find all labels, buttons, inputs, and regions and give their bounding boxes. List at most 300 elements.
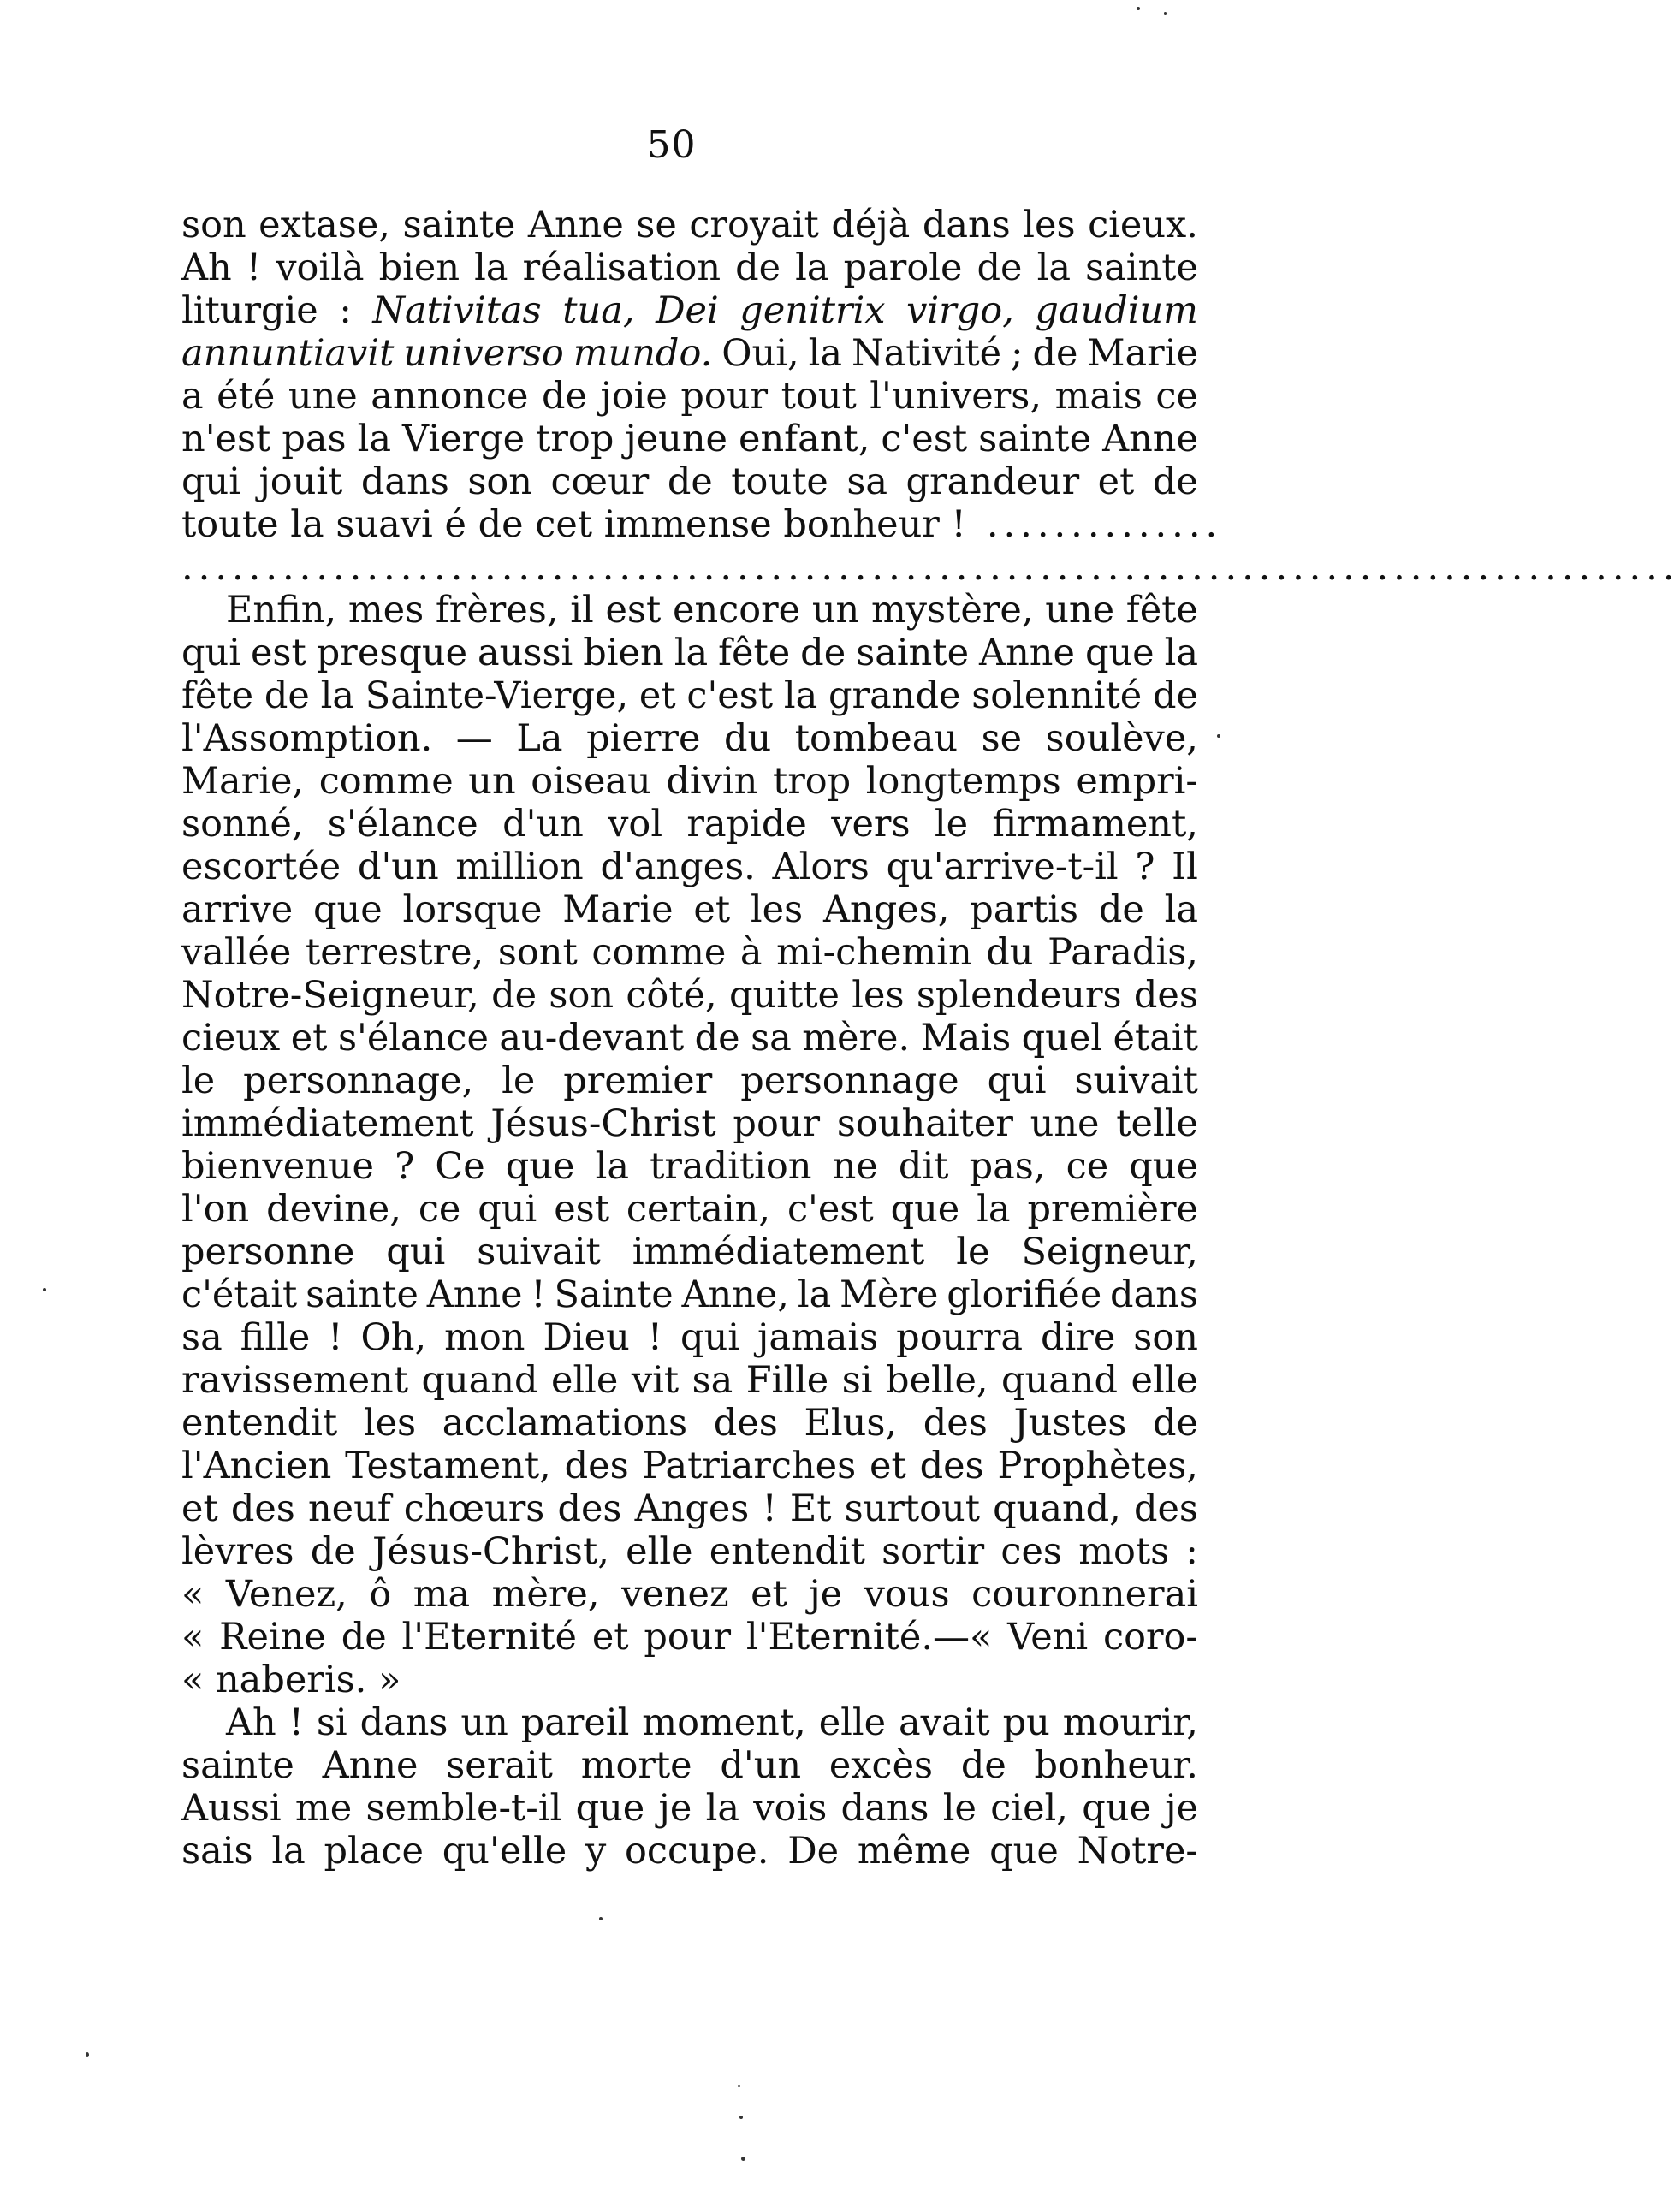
word: !: [246, 246, 262, 289]
word: s'élance: [337, 1017, 489, 1059]
word: bien: [378, 246, 460, 289]
word: des: [1133, 1487, 1198, 1530]
word: joie: [600, 375, 668, 418]
word: sais: [181, 1830, 253, 1872]
word: les: [852, 974, 905, 1017]
word: entendit: [709, 1530, 865, 1573]
word: un: [468, 760, 516, 803]
word: l'Eternité.—«: [745, 1616, 993, 1659]
word: occupe.: [625, 1830, 769, 1872]
word: Enfin,: [226, 589, 337, 632]
word: sa: [692, 1359, 733, 1402]
word: parole: [843, 246, 963, 289]
word: et: [591, 1616, 629, 1659]
word: vous: [864, 1573, 950, 1616]
word: mère.: [802, 1017, 911, 1059]
word: je: [1165, 1787, 1198, 1830]
word: lorsque: [402, 888, 543, 931]
word: chœurs: [403, 1487, 545, 1530]
word: é: [444, 503, 466, 546]
word: soulève,: [1045, 717, 1198, 760]
word: couronnerai: [971, 1573, 1198, 1616]
word: la: [271, 1830, 306, 1872]
word: du: [986, 931, 1034, 974]
word: dit: [898, 1145, 949, 1188]
word: il: [570, 589, 594, 632]
word: pourra: [896, 1316, 1024, 1359]
word: neuf: [307, 1487, 391, 1530]
word: des: [230, 1487, 295, 1530]
word: pour: [733, 1102, 821, 1145]
word: ;: [1011, 332, 1024, 375]
text-line: [181, 1830, 1198, 1872]
text-line: [181, 1359, 1198, 1402]
word: ce: [1066, 1145, 1109, 1188]
text-line: [181, 332, 1198, 375]
word: de: [264, 674, 310, 717]
word: de: [1152, 460, 1198, 503]
word: acclamations: [442, 1402, 688, 1445]
word: extase,: [258, 204, 390, 246]
word: presque: [316, 632, 468, 674]
word: je: [809, 1573, 843, 1616]
word: vallée: [181, 931, 292, 974]
word: l'univers,: [870, 375, 1042, 418]
word: comme: [591, 931, 727, 974]
text-line: [181, 1787, 1198, 1830]
word: :: [1185, 1530, 1198, 1573]
word: et: [290, 1017, 328, 1059]
word: pour: [644, 1616, 732, 1659]
word: de: [1152, 674, 1198, 717]
word: terrestre,: [305, 931, 484, 974]
text-line: [181, 674, 1198, 717]
word: qui: [478, 1188, 537, 1231]
word: la: [783, 674, 818, 717]
word: pu: [1002, 1701, 1050, 1744]
word: la: [595, 1145, 629, 1188]
word: solennité: [971, 674, 1143, 717]
word: qui: [987, 1059, 1047, 1102]
word: telle: [1116, 1102, 1198, 1145]
body-text: [181, 204, 1680, 1872]
word: ravissement: [181, 1359, 409, 1402]
word: aussi: [478, 632, 573, 674]
word: Marie: [1087, 332, 1198, 375]
word: Fille: [745, 1359, 829, 1402]
word: Veni: [1007, 1616, 1089, 1659]
word: à: [739, 931, 763, 974]
word: Patriarches: [642, 1445, 857, 1487]
word: sainte: [856, 632, 970, 674]
word: Justes: [1013, 1402, 1127, 1445]
word: «: [181, 1573, 205, 1616]
word: Anges,: [822, 888, 950, 931]
word: —: [455, 717, 493, 760]
word: qui: [181, 632, 240, 674]
word: dans: [840, 1787, 929, 1830]
word: de: [310, 1530, 356, 1573]
text-line: [181, 1445, 1198, 1487]
word: est: [250, 632, 306, 674]
word: Anne: [322, 1744, 419, 1787]
word: De: [787, 1830, 840, 1872]
text-line: [181, 1701, 1198, 1744]
text-line: [181, 1231, 1198, 1273]
print-speck: [741, 2157, 745, 2161]
word: les: [363, 1402, 417, 1445]
text-line: [181, 974, 1198, 1017]
text-line: [181, 931, 1198, 974]
word: !: [288, 1701, 304, 1744]
word: jamais: [757, 1316, 879, 1359]
word: ne: [832, 1145, 878, 1188]
word: Jésus-Christ: [490, 1102, 716, 1145]
word: Nativitas: [372, 289, 542, 332]
word: croyait: [689, 204, 819, 246]
word: de: [1032, 332, 1078, 375]
word: des: [564, 1445, 629, 1487]
word: une: [1045, 589, 1115, 632]
word: ce: [418, 1188, 461, 1231]
text-line: [181, 503, 1223, 546]
word: l'Ancien: [181, 1445, 332, 1487]
word: et: [181, 1487, 218, 1530]
word: dans: [1110, 1273, 1198, 1316]
word: mais: [1054, 375, 1143, 418]
word: que: [1129, 1145, 1198, 1188]
word: Anne: [979, 632, 1075, 674]
word: Oui,: [721, 332, 799, 375]
word: la: [674, 632, 709, 674]
word: immédiatement: [632, 1231, 925, 1273]
word: des: [1133, 974, 1198, 1017]
word: Vierge: [402, 418, 525, 460]
word: les: [1023, 204, 1076, 246]
word: Mais: [920, 1017, 1012, 1059]
word: tout: [781, 375, 857, 418]
word: son: [1133, 1316, 1198, 1359]
word: des: [713, 1402, 778, 1445]
word: même: [857, 1830, 971, 1872]
word: Sainte-Vierge,: [365, 674, 629, 717]
text-line: [181, 1316, 1198, 1359]
word: Testament,: [345, 1445, 551, 1487]
word: !: [328, 1316, 343, 1359]
text-line: [181, 204, 1198, 246]
word: premier: [563, 1059, 713, 1102]
text-line: [181, 632, 1198, 674]
word: je: [658, 1787, 692, 1830]
word: sainte: [181, 1744, 294, 1787]
word: si: [316, 1701, 347, 1744]
word: la: [290, 503, 324, 546]
word: des: [919, 1445, 984, 1487]
text-line: [181, 1616, 1198, 1659]
text-line: [181, 846, 1198, 888]
word: Et: [789, 1487, 832, 1530]
word: tombeau: [794, 717, 959, 760]
word: Anne,: [681, 1273, 790, 1316]
word: au-devant: [499, 1017, 685, 1059]
word: glorifiée: [947, 1273, 1102, 1316]
word: de: [491, 974, 537, 1017]
word: mots: [1078, 1530, 1170, 1573]
word: rapide: [686, 803, 807, 846]
text-line: [181, 1573, 1198, 1616]
word: virgo,: [906, 289, 1014, 332]
print-speck: [86, 2052, 89, 2057]
word: belle,: [885, 1359, 988, 1402]
word: trop: [536, 418, 614, 460]
word: Notre-: [1077, 1830, 1198, 1872]
word: suivait: [1074, 1059, 1198, 1102]
word: toute: [731, 460, 828, 503]
word: Ce: [435, 1145, 485, 1188]
word: un: [460, 1701, 508, 1744]
word: de: [694, 1017, 740, 1059]
word: qui: [386, 1231, 446, 1273]
word: pas: [282, 418, 347, 460]
word: Anne: [1102, 418, 1198, 460]
word: empri-: [1076, 760, 1198, 803]
word: !: [762, 1487, 777, 1530]
leader-dots: ..............: [986, 503, 1223, 546]
word: Il: [1172, 846, 1198, 888]
word: dans: [360, 460, 449, 503]
word: :: [339, 289, 352, 332]
word: devine,: [266, 1188, 401, 1231]
word: de: [1098, 888, 1144, 931]
word: d'un: [357, 846, 439, 888]
word: Mère: [839, 1273, 939, 1316]
word: son: [467, 460, 532, 503]
word: que: [989, 1830, 1059, 1872]
print-speck: [1217, 734, 1220, 738]
word: mystère,: [870, 589, 1034, 632]
word: dans: [359, 1701, 448, 1744]
word: quand,: [993, 1487, 1121, 1530]
word: bien: [583, 632, 664, 674]
print-speck: [1137, 7, 1140, 10]
word: d'un: [720, 1744, 802, 1787]
word: le: [181, 1059, 216, 1102]
word: c'est: [787, 1188, 874, 1231]
word: annuntiavit: [181, 332, 395, 375]
word: bonheur: [783, 503, 940, 546]
word: bonheur.: [1034, 1744, 1198, 1787]
word: Aussi: [181, 1787, 282, 1830]
word: encore: [673, 589, 801, 632]
word: me: [294, 1787, 353, 1830]
word: se: [981, 717, 1023, 760]
text-line: [181, 717, 1198, 760]
word: que: [313, 888, 383, 931]
word: Dieu: [543, 1316, 630, 1359]
word: quand: [1001, 1359, 1119, 1402]
word: longtemps: [865, 760, 1061, 803]
word: bienvenue: [181, 1145, 374, 1188]
word: Reine: [219, 1616, 326, 1659]
word: excès: [828, 1744, 934, 1787]
text-line: [181, 1402, 1198, 1445]
word: mundo.: [573, 332, 713, 375]
word: La: [516, 717, 563, 760]
word: cieux.: [1088, 204, 1198, 246]
word: universo: [403, 332, 564, 375]
word: elle: [818, 1701, 887, 1744]
word: grandeur: [905, 460, 1080, 503]
word: moment,: [642, 1701, 806, 1744]
word: sa: [181, 1316, 223, 1359]
word: personne: [181, 1231, 355, 1273]
word: ces: [1000, 1530, 1062, 1573]
word: vol: [608, 803, 663, 846]
word: son: [181, 204, 246, 246]
word: semble-t-il: [365, 1787, 562, 1830]
word: de: [1152, 1402, 1198, 1445]
word: souhaiter: [836, 1102, 1013, 1145]
word: genitrix: [739, 289, 886, 332]
word: et: [1097, 460, 1135, 503]
word: splendeurs: [916, 974, 1122, 1017]
word: mourir,: [1062, 1701, 1198, 1744]
word: Marie: [562, 888, 674, 931]
word: Anne: [426, 1273, 523, 1316]
text-line: [181, 1017, 1198, 1059]
word: que: [575, 1787, 645, 1830]
word: jeune: [625, 418, 727, 460]
word: voilà: [276, 246, 365, 289]
word: Dei: [656, 289, 719, 332]
word: Ah: [226, 1701, 276, 1744]
text-line: [181, 375, 1198, 418]
word: annonce: [371, 375, 529, 418]
word: une: [1030, 1102, 1100, 1145]
word: Venez,: [225, 1573, 347, 1616]
word: la: [797, 1273, 832, 1316]
word: sa: [846, 460, 888, 503]
word: vers: [831, 803, 911, 846]
word: grande: [828, 674, 961, 717]
word: Notre-Seigneur,: [181, 974, 479, 1017]
word: de: [735, 246, 781, 289]
word: firmament,: [992, 803, 1198, 846]
word: que: [890, 1188, 960, 1231]
print-speck: [599, 1917, 603, 1920]
text-line: [181, 589, 1198, 632]
word: n'est: [181, 418, 271, 460]
word: et: [751, 1573, 787, 1616]
word: pas,: [969, 1145, 1046, 1188]
word: cieux: [181, 1017, 281, 1059]
word: l'on: [181, 1188, 250, 1231]
text-line: [181, 1145, 1198, 1188]
word: sainte: [1085, 246, 1198, 289]
word: entendit: [181, 1402, 338, 1445]
word: elle: [626, 1530, 693, 1573]
word: fête: [181, 674, 254, 717]
text-line: [181, 1273, 1198, 1316]
word: de: [478, 503, 524, 546]
word: la: [795, 246, 829, 289]
text-line: [181, 289, 1198, 332]
word: serait: [446, 1744, 553, 1787]
word: d'un: [502, 803, 584, 846]
word: de: [800, 632, 846, 674]
word: !: [951, 503, 966, 546]
word: déjà: [831, 204, 911, 246]
word: le: [502, 1059, 536, 1102]
word: «: [181, 1616, 205, 1659]
word: première: [1027, 1188, 1198, 1231]
word: fête: [1125, 589, 1198, 632]
word: frères,: [435, 589, 559, 632]
word: million: [455, 846, 584, 888]
word: Jésus-Christ,: [371, 1530, 609, 1573]
word: qui: [680, 1316, 740, 1359]
word: suavi: [335, 503, 433, 546]
word: a: [181, 375, 204, 418]
word: arrive: [181, 888, 294, 931]
word: et: [638, 674, 676, 717]
word: la: [808, 332, 842, 375]
text-line: .........................................................................................: [181, 546, 1680, 589]
word: cœur: [550, 460, 650, 503]
word: Anges: [634, 1487, 750, 1530]
word: elle: [550, 1359, 619, 1402]
word: d'anges.: [600, 846, 756, 888]
text-line: [181, 803, 1198, 846]
text-line: [181, 888, 1198, 931]
word: enfant,: [739, 418, 870, 460]
word: la: [1164, 632, 1198, 674]
word: toute: [181, 503, 279, 546]
word: est: [605, 589, 662, 632]
word: coro-: [1103, 1616, 1198, 1659]
word: c'était: [181, 1273, 298, 1316]
word: Nativité: [851, 332, 1002, 375]
word: immense: [603, 503, 772, 546]
word: était: [1113, 1017, 1198, 1059]
word: la: [320, 674, 354, 717]
word: »: [378, 1659, 401, 1701]
word: de: [341, 1616, 387, 1659]
word: la: [1164, 888, 1198, 931]
word: naberis.: [215, 1659, 367, 1701]
word: Oh,: [360, 1316, 427, 1359]
text-line: [181, 1659, 1198, 1701]
word: la: [357, 418, 391, 460]
word: trop: [772, 760, 852, 803]
word: la: [705, 1787, 739, 1830]
word: !: [647, 1316, 663, 1359]
word: et: [693, 888, 731, 931]
word: jouit: [258, 460, 343, 503]
word: mes: [347, 589, 424, 632]
word: été: [217, 375, 276, 418]
word: s'élance: [327, 803, 478, 846]
word: tua,: [562, 289, 635, 332]
word: c'est: [881, 418, 968, 460]
word: se: [636, 204, 677, 246]
word: vit: [631, 1359, 680, 1402]
text-line: [181, 1744, 1198, 1787]
word: quel: [1021, 1017, 1103, 1059]
word: réalisation: [522, 246, 721, 289]
word: mi-chemin: [776, 931, 972, 974]
word: morte: [580, 1744, 692, 1787]
